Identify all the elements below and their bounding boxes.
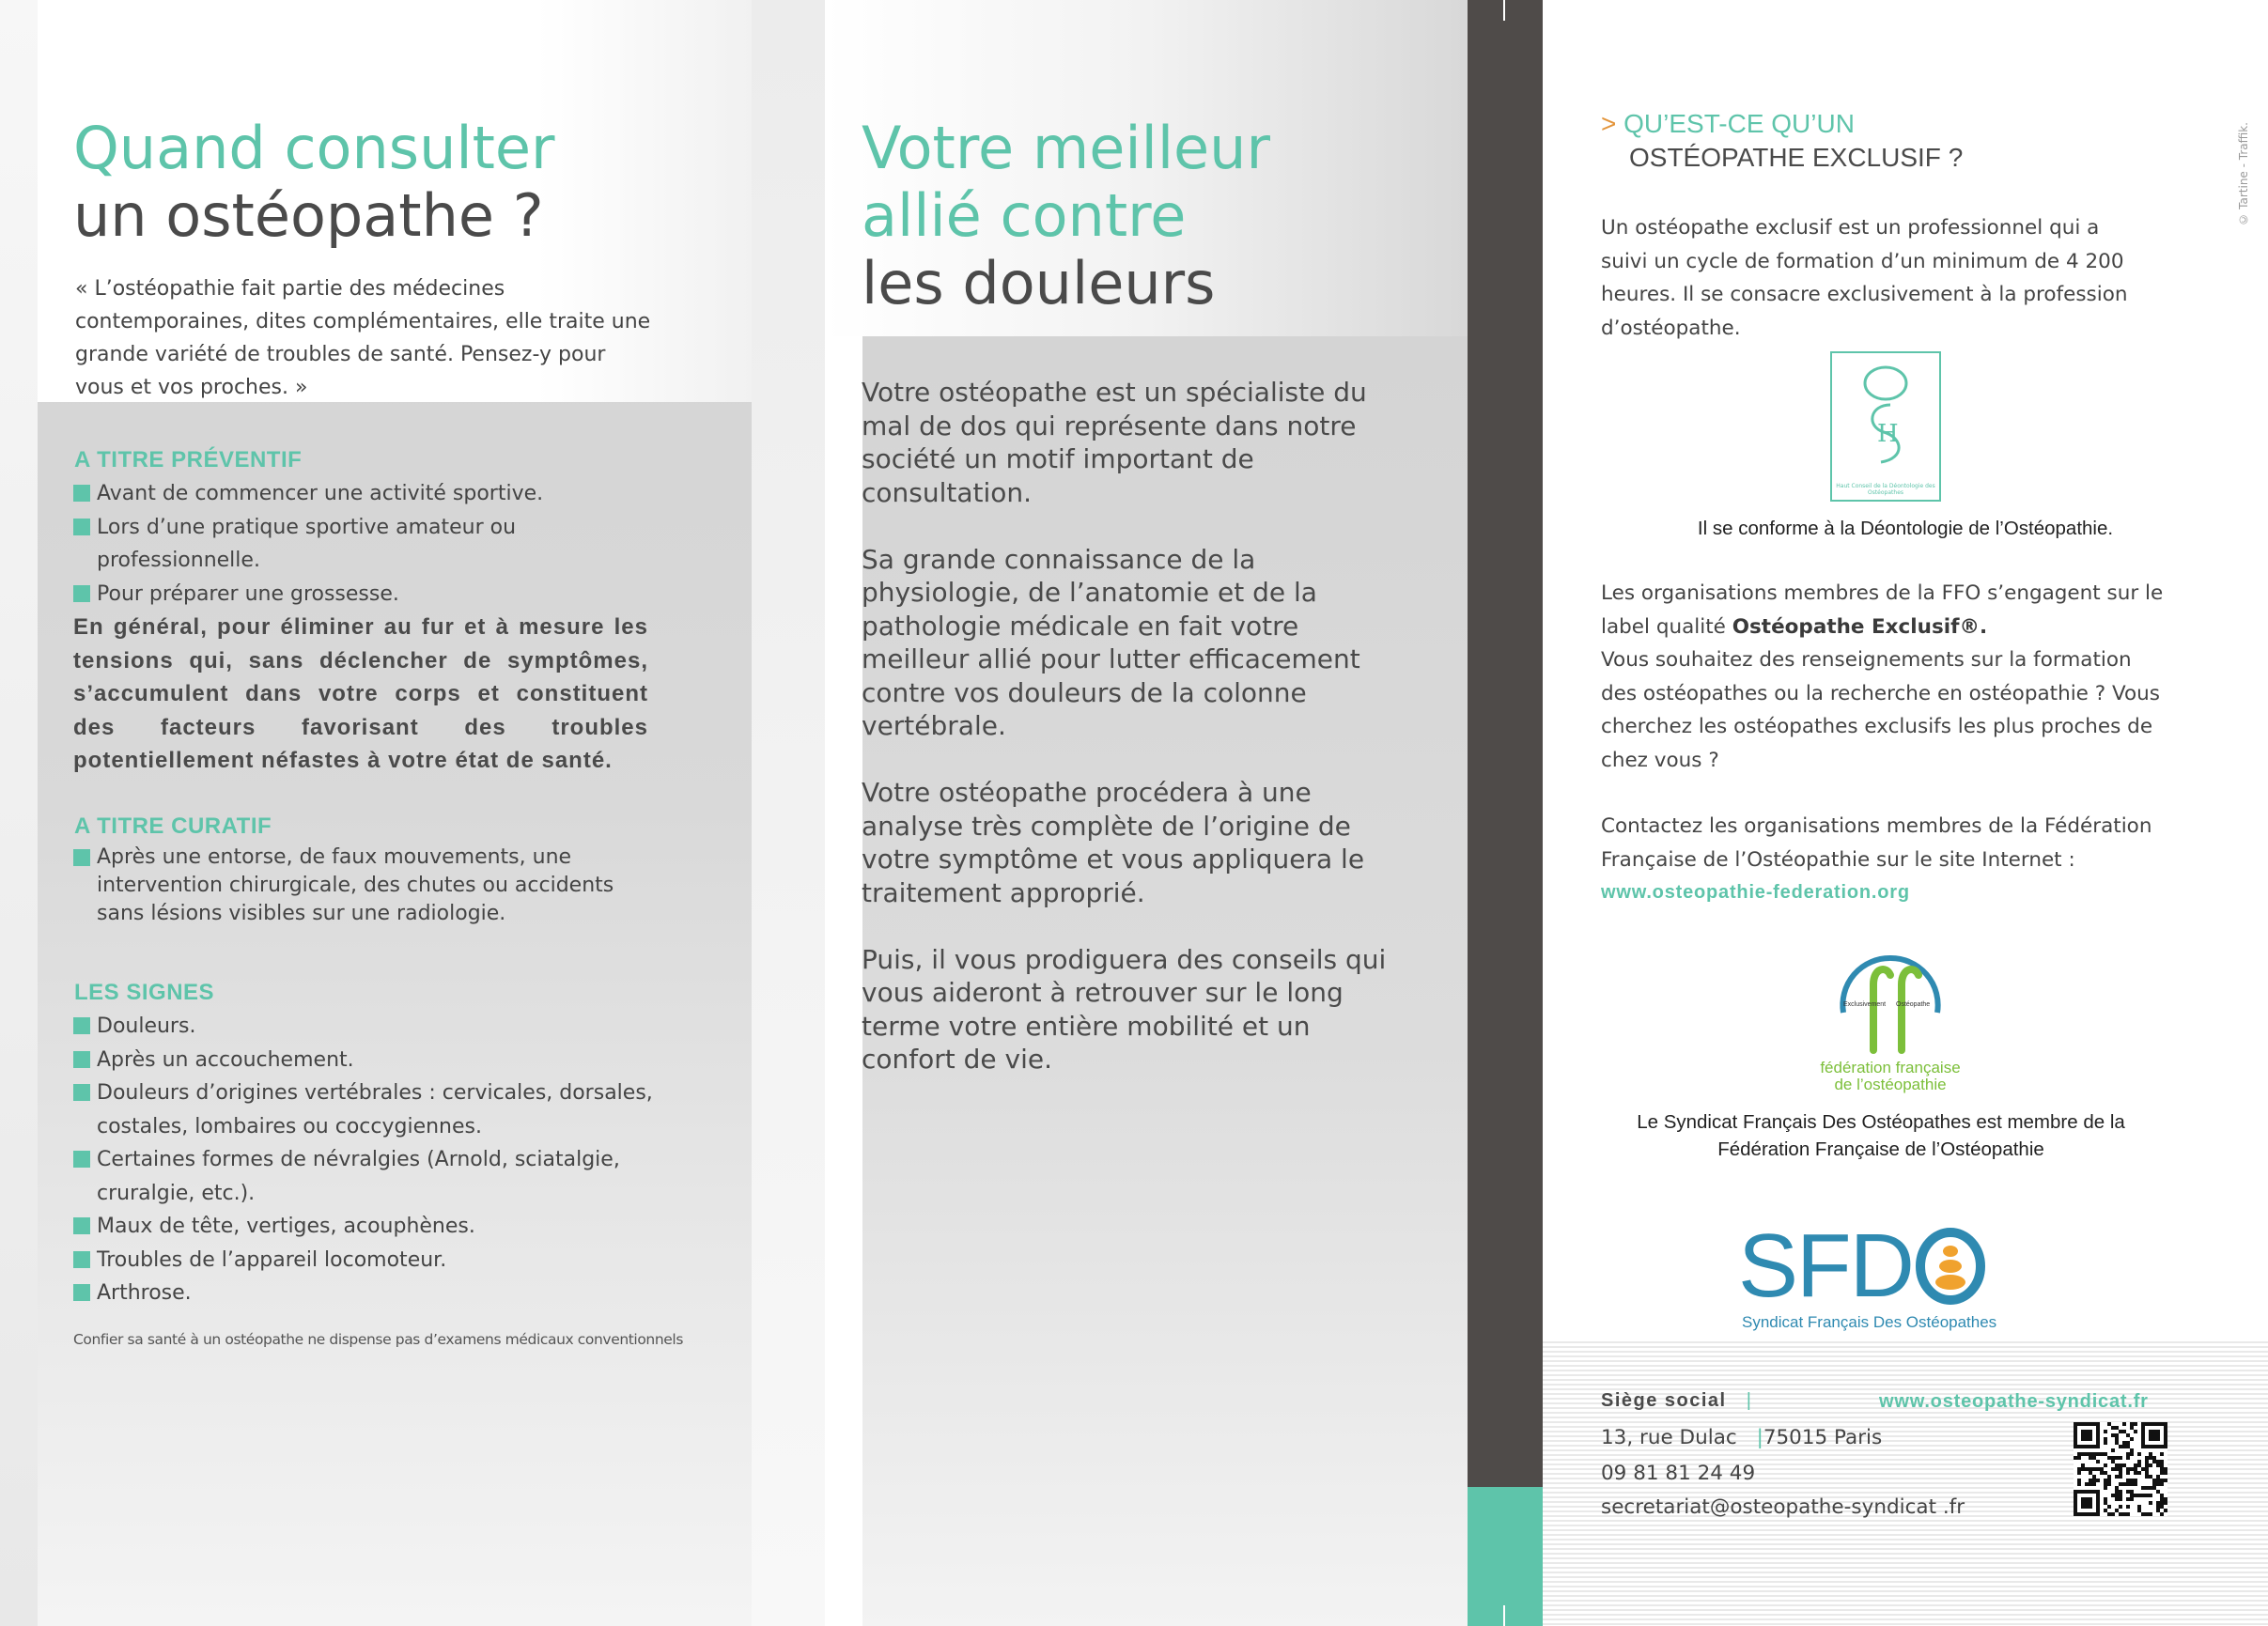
syndicat-link[interactable]: www.osteopathe-syndicat.fr	[1879, 1391, 2149, 1412]
copyright-credit: © Tartine - Traffik.	[2237, 122, 2250, 226]
list-curatif	[73, 844, 656, 928]
panel2-title-accent-2: allié contre	[862, 181, 1187, 250]
panel-quand-consulter	[0, 0, 752, 1626]
square-bullet-icon	[73, 519, 90, 535]
svg-text:Ostéopathe: Ostéopathe	[1896, 1001, 1931, 1008]
question-heading	[1601, 107, 1963, 175]
phone-number: 09 81 81 24 49	[1601, 1462, 1756, 1485]
panel2-title-accent-1: Votre meilleur	[862, 114, 1270, 182]
osh-monogram-icon	[1832, 353, 1939, 485]
fold-mark	[1503, 0, 1505, 21]
square-bullet-icon	[73, 1084, 90, 1101]
question-heading-line2: OSTÉOPATHE EXCLUSIF ?	[1629, 143, 1964, 172]
list-item: Après une entorse, de faux mouvements, une intervention chirurgicale, des chutes ou accidents sans lésions visibles sur une radiologie.	[73, 844, 656, 928]
teal-block	[1468, 1487, 1543, 1626]
square-bullet-icon	[73, 849, 90, 866]
label-text: Les organisations membres de la FFO s’engagent sur le label qualité Ostéopathe Exclusif®.	[1601, 581, 2164, 639]
general-paragraph: En général, pour éliminer au fur et à mesure les tensions qui, sans déclencher de symptômes, s’accumulent dans votre corps et constituent des facteurs favorisant des troubles potentiellement néfastes à votre état de santé.	[73, 614, 648, 773]
disclaimer-note: Confier sa santé à un ostéopathe ne dispense pas d’examens médicaux conventionnels	[73, 1331, 683, 1348]
sfdo-logo	[1738, 1216, 1997, 1332]
panel2-title-dark: les douleurs	[862, 249, 1216, 317]
sfdo-subtitle: Syndicat Français Des Ostéopathes	[1742, 1313, 1997, 1331]
square-bullet-icon	[73, 1251, 90, 1268]
contact-text: Contactez les organisations membres de la Fédération Française de l’Ostéopathie sur le site Internet :	[1601, 814, 2152, 872]
body-paragraph: Votre ostéopathe procédera à une analyse très complète de l’origine de votre symptôme et vous appliquera le traitement approprié.	[862, 777, 1365, 908]
square-bullet-icon	[73, 1284, 90, 1301]
body-paragraph: Sa grande connaissance de la physiologie, de l’anatomie et de la pathologie médicale en fait votre meilleur allié pour lutter efficacement contre vos douleurs de la colonne vertébrale.	[862, 543, 1360, 741]
list-item: Douleurs.	[73, 1010, 656, 1044]
list-item: Après un accouchement.	[73, 1044, 656, 1077]
list-item: Douleurs d’origines vertébrales : cervicales, dorsales, costales, lombaires ou coccygiennes.	[73, 1076, 656, 1143]
federation-link[interactable]: www.osteopathie-federation.org	[1601, 882, 1910, 903]
question-heading-line1: QU’EST-CE QU’UN	[1623, 109, 1855, 138]
square-bullet-icon	[73, 1017, 90, 1034]
svg-text:Exclusivement: Exclusivement	[1843, 1001, 1887, 1008]
body-paragraph: Puis, il vous prodiguera des conseils qui vous aideront à retrouver sur le long terme votre entière mobilité et un confort de vie.	[862, 943, 1387, 1075]
left-gray-margin	[752, 0, 825, 1626]
heading-curatif: A TITRE CURATIF	[74, 813, 272, 839]
list-item: Arthrose.	[73, 1277, 656, 1310]
list-signes	[73, 1010, 656, 1310]
panel-osteopathe-exclusif	[1543, 0, 2268, 1626]
hcdo-caption: Haut Conseil de la Déontologie des Ostéopathes	[1836, 483, 1935, 496]
sfdo-o-pebbles-icon	[1913, 1227, 1988, 1306]
square-bullet-icon	[73, 585, 90, 602]
arrow-icon: >	[1601, 109, 1617, 138]
square-bullet-icon	[73, 1217, 90, 1234]
panel2-title	[862, 115, 1270, 317]
qr-code-icon[interactable]	[2074, 1422, 2167, 1516]
panel1-title-accent: Quand consulter	[73, 114, 555, 182]
heading-signes: LES SIGNES	[74, 980, 215, 1005]
list-item: Maux de tête, vertiges, acouphènes.	[73, 1210, 656, 1244]
label-bold: Ostéopathe Exclusif	[1732, 614, 1960, 639]
list-item: Pour préparer une grossesse.	[73, 578, 675, 612]
body-paragraph: Votre ostéopathe est un spécialiste du mal de dos qui représente dans notre société un motif important de consultation.	[862, 377, 1367, 508]
intro-quote: « L’ostéopathie fait partie des médecines contemporaines, dites complémentaires, elle traite une grande variété de troubles de santé. Pensez-y pour vous et vos proches. »	[75, 277, 651, 399]
membre-text: Le Syndicat Français Des Ostéopathes est membre de la Fédération Française de l’Ostéopathie	[1637, 1111, 2125, 1160]
ffo-emblem-icon	[1815, 947, 1965, 1060]
panel2-body	[862, 376, 1388, 1109]
fold-mark	[1503, 1605, 1505, 1626]
email-address[interactable]: secretariat@osteopathe-syndicat .fr	[1601, 1495, 1965, 1519]
left-margin-strip	[0, 0, 38, 1626]
panel-meilleur-allie	[752, 0, 1468, 1626]
conforme-text: Il se conforme à la Déontologie de l’Ostéopathie.	[1697, 518, 2114, 539]
hcdo-logo	[1830, 351, 1941, 502]
list-preventif	[73, 477, 675, 611]
sfdo-wordmark: SFD	[1738, 1216, 1913, 1316]
ffo-logo	[1815, 947, 1965, 1107]
list-item: Lors d’une pratique sportive amateur ou professionnelle.	[73, 511, 675, 578]
panel1-title	[73, 115, 555, 250]
heading-preventif: A TITRE PRÉVENTIF	[74, 447, 303, 472]
questions-text: Vous souhaitez des renseignements sur la formation des ostéopathes ou la recherche en ostéopathie ? Vous cherchez les ostéopathes exclusifs les plus proches de chez vous ?	[1601, 648, 2160, 772]
ffo-logo-text: fédération française de l’ostéopathie	[1820, 1059, 1961, 1093]
intro-text: Un ostéopathe exclusif est un professionnel qui a suivi un cycle de formation d’un minimum de 4 200 heures. Il se consacre exclusivement à la profession d’ostéopathe.	[1601, 216, 2128, 340]
list-item: Troubles de l’appareil locomoteur.	[73, 1244, 656, 1278]
square-bullet-icon	[73, 1151, 90, 1168]
square-bullet-icon	[73, 485, 90, 502]
square-bullet-icon	[73, 1051, 90, 1068]
siege-label: Siège social |	[1601, 1390, 1753, 1411]
list-item: Avant de commencer une activité sportive.	[73, 477, 675, 511]
svg-text:H: H	[1877, 420, 1899, 448]
fold-strip	[1468, 0, 1543, 1626]
address: 13, rue Dulac |75015 Paris	[1601, 1426, 1883, 1449]
qr-code-graphic	[2074, 1422, 2167, 1516]
panel1-title-dark: un ostéopathe ?	[73, 181, 544, 250]
list-item: Certaines formes de névralgies (Arnold, sciatalgie, cruralgie, etc.).	[73, 1143, 656, 1210]
